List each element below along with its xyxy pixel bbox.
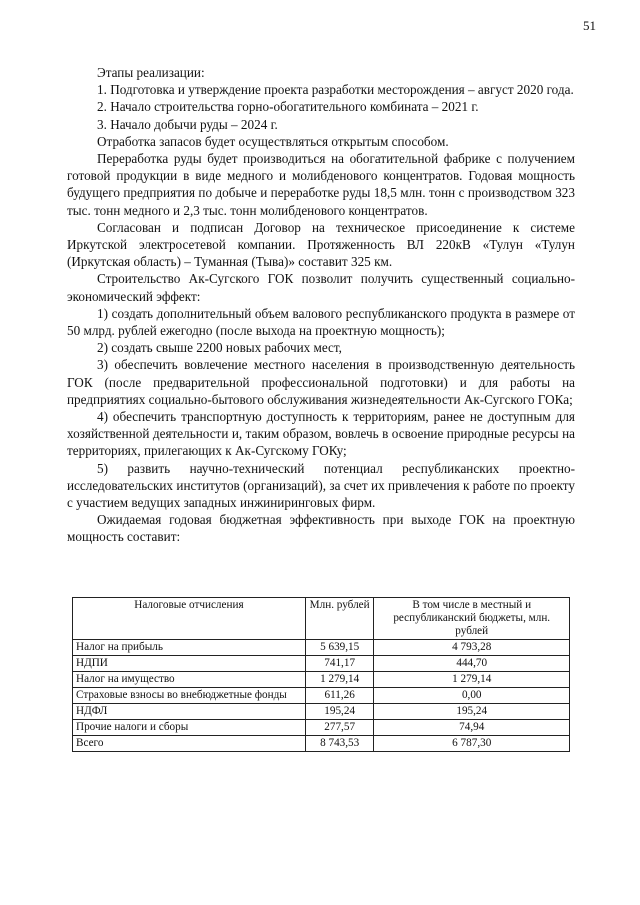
table-row: [73, 720, 570, 736]
paragraph-mining-method: Отработка запасов будет осуществляться открытым способом.: [97, 133, 449, 149]
cell-local-budget: 0,00: [374, 688, 570, 704]
cell-total: 277,57: [305, 720, 374, 736]
cell-local-budget: 74,94: [374, 720, 570, 736]
cell-tax-name: Налог на прибыль: [73, 640, 306, 656]
list-item-effect-4: 4) обеспечить транспортную доступность к территориям, ранее не доступным для хозяйственной деятельности и, таким образом, вовлечь в освоение природные ресурсы на территориях, прилегающих к Ак-Сугскому ГОКу;: [67, 409, 575, 459]
paragraph-grid-connection: Согласован и подписан Договор на техническое присоединение к системе Иркутской электросетевой компании. Протяженность ВЛ 220кВ «Тулун «Тулун (Иркутская область) – Туманная (Тыва)» составит 325 км.: [67, 219, 575, 270]
paragraph-budget-intro: Ожидаемая годовая бюджетная эффективность при выходе ГОК на проектную мощность составит:: [67, 512, 575, 545]
cell-local-budget: 1 279,14: [374, 672, 570, 688]
table-header-row: [73, 598, 570, 640]
column-header-tax: Налоговые отчисления: [73, 598, 306, 640]
paragraph-stage-1: 1. Подготовка и утверждение проекта разработки месторождения – август 2020 года.: [97, 82, 574, 98]
table-row: [73, 672, 570, 688]
cell-tax-name: Налог на имущество: [73, 672, 306, 688]
paragraph-social-effect: Строительство Ак-Сугского ГОК позволит получить существенный социально-экономический эффект:: [67, 271, 575, 304]
table-row: [73, 688, 570, 704]
table-row: [73, 656, 570, 672]
cell-tax-name: Всего: [73, 736, 306, 752]
cell-total: 611,26: [305, 688, 374, 704]
cell-local-budget: 444,70: [374, 656, 570, 672]
table-row: [73, 640, 570, 656]
budget-table: [72, 597, 570, 752]
list-item-effect-3: 3) обеспечить вовлечение местного населения в производственную деятельность ГОК (после предварительной профессиональной подготовки) и для работы на предприятиях социально-бытового обслуживания жизнедеятельности Ак-Сугского ГОКа;: [67, 357, 575, 407]
cell-total: 741,17: [305, 656, 374, 672]
cell-tax-name: НДФЛ: [73, 704, 306, 720]
paragraph-stage-2: 2. Начало строительства горно-обогатительного комбината – 2021 г.: [97, 99, 479, 115]
page-number: 51: [583, 18, 596, 33]
cell-tax-name: НДПИ: [73, 656, 306, 672]
column-header-total: Млн. рублей: [305, 598, 374, 640]
paragraph-ore-processing: Переработка руды будет производиться на обогатительной фабрике с получением готовой продукции в виде медного и молибденового концентратов. Годовая мощность будущего предприятия по добыче и переработке руды 18,5 млн. тонн с производством 323 тыс. тонн медного и 2,3 тыс. тонн молибденового концентратов.: [67, 151, 575, 218]
cell-total: 5 639,15: [305, 640, 374, 656]
list-item-effect-5: 5) развить научно-технический потенциал республиканских проектно-исследовательских институтов (организаций), за счет их привлечения к работе по проекту с участием ведущих западных инжиниринговых фирм.: [67, 460, 575, 511]
column-header-local-budget: В том числе в местный и республиканский бюджеты, млн. рублей: [374, 598, 570, 640]
list-item-effect-2: 2) создать свыше 2200 новых рабочих мест,: [97, 340, 342, 356]
table-row-total: [73, 736, 570, 752]
cell-local-budget: 4 793,28: [374, 640, 570, 656]
list-item-effect-1: 1) создать дополнительный объем валового республиканского продукта в размере от 50 млрд. рублей ежегодно (после выхода на проектную мощность);: [67, 305, 575, 339]
document-body: [67, 64, 575, 546]
cell-total: 1 279,14: [305, 672, 374, 688]
cell-tax-name: Прочие налоги и сборы: [73, 720, 306, 736]
paragraph-stage-3: 3. Начало добычи руды – 2024 г.: [97, 116, 278, 132]
cell-local-budget: 6 787,30: [374, 736, 570, 752]
cell-tax-name: Страховые взносы во внебюджетные фонды: [73, 688, 306, 704]
cell-total: 8 743,53: [305, 736, 374, 752]
table-row: [73, 704, 570, 720]
paragraph-stages-heading: Этапы реализации:: [97, 65, 205, 80]
cell-total: 195,24: [305, 704, 374, 720]
cell-local-budget: 195,24: [374, 704, 570, 720]
